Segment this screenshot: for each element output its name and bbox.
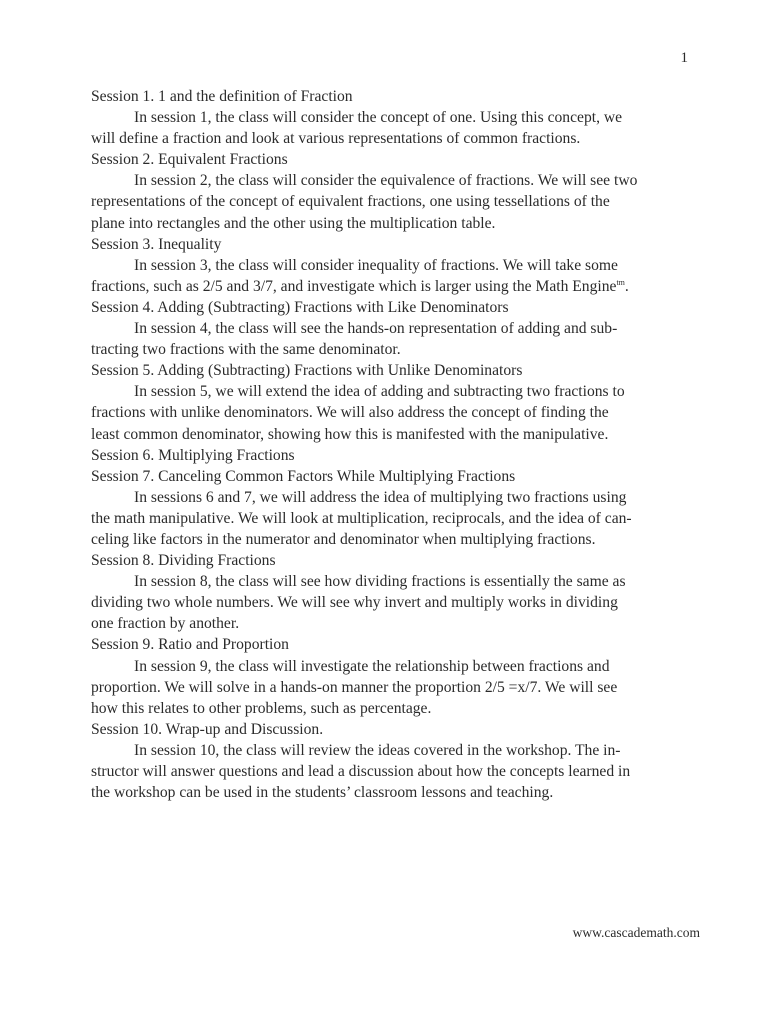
text-line: will define a fraction and look at various representations of common fractions. — [91, 130, 581, 148]
text-line: celing like factors in the numerator and denominator when multiplying fractions. — [91, 530, 596, 548]
text-line: In sessions 6 and 7, we will address the idea of multiplying two fractions using — [134, 488, 627, 506]
text-line: In session 10, the class will review the ideas covered in the workshop. The in- — [134, 741, 621, 759]
session-description — [91, 740, 701, 803]
text-line: representations of the concept of equivalent fractions, one using tessellations of the — [91, 193, 610, 211]
text-line: the workshop can be used in the students’ classroom lessons and teaching. — [91, 784, 554, 802]
session-description — [91, 381, 701, 444]
session-description — [91, 318, 701, 360]
text-line: one fraction by another. — [91, 615, 240, 633]
session-heading: Session 10. Wrap-up and Discussion. — [91, 720, 324, 738]
session-heading: Session 9. Ratio and Proportion — [91, 636, 289, 654]
text-line: In session 8, the class will see how dividing fractions is essentially the same as — [134, 573, 626, 591]
session-description — [91, 487, 701, 550]
session-heading: Session 5. Adding (Subtracting) Fractions with Unlike Denominators — [91, 362, 523, 380]
text-line: fractions with unlike denominators. We will also address the concept of finding the — [91, 404, 609, 422]
text-line: dividing two whole numbers. We will see why invert and multiply works in dividing — [91, 594, 618, 612]
session-heading: Session 2. Equivalent Fractions — [91, 151, 288, 169]
text-line: least common denominator, showing how this is manifested with the manipulative. — [91, 425, 609, 443]
session-9 — [91, 634, 701, 718]
text-line — [91, 276, 701, 297]
text-line: In session 9, the class will investigate the relationship between fractions and — [134, 657, 610, 675]
session-3 — [91, 234, 701, 297]
text-line: proportion. We will solve in a hands-on manner the proportion 2/5 =x/7. We will see — [91, 678, 618, 696]
session-description — [91, 255, 701, 297]
text-line: In session 3, the class will consider inequality of fractions. We will take some — [134, 256, 618, 274]
text-line: In session 2, the class will consider the equivalence of fractions. We will see two — [134, 172, 638, 190]
text-line: plane into rectangles and the other using the multiplication table. — [91, 214, 496, 232]
trademark-mark: tm — [616, 277, 625, 287]
session-description — [91, 170, 701, 233]
text-line: In session 4, the class will see the hands-on representation of adding and sub- — [134, 320, 618, 338]
sentence-period: . — [624, 277, 629, 295]
document-body — [91, 86, 701, 803]
text-line: structor will answer questions and lead a discussion about how the concepts learned in — [91, 763, 631, 780]
session-7 — [91, 466, 701, 550]
session-heading: Session 3. Inequality — [91, 235, 222, 253]
text-line: tracting two fractions with the same denominator. — [91, 341, 401, 359]
session-4 — [91, 297, 701, 360]
session-8 — [91, 550, 701, 634]
session-description — [91, 656, 701, 719]
session-5 — [91, 360, 701, 444]
session-6 — [91, 445, 701, 466]
session-10 — [91, 719, 701, 803]
session-heading: Session 6. Multiplying Fractions — [91, 446, 295, 464]
session-heading: Session 7. Canceling Common Factors While Multiplying Fractions — [91, 467, 516, 485]
session-heading: Session 1. 1 and the definition of Fraction — [91, 88, 353, 105]
text-line: In session 1, the class will consider the concept of one. Using this concept, we — [134, 109, 623, 127]
text-line: how this relates to other problems, such as percentage. — [91, 699, 432, 717]
text-line: In session 5, we will extend the idea of adding and subtracting two fractions to — [134, 383, 625, 401]
text-line: the math manipulative. We will look at multiplication, reciprocals, and the idea of can- — [91, 509, 632, 527]
session-description — [91, 571, 701, 634]
session-2 — [91, 149, 701, 233]
session-description — [91, 107, 701, 149]
footer-website: www.cascademath.com — [572, 925, 700, 940]
text-line-body: fractions, such as 2/5 and 3/7, and investigate which is larger using the Math Engine — [91, 277, 617, 295]
session-heading: Session 8. Dividing Fractions — [91, 552, 276, 570]
session-1 — [91, 86, 701, 149]
session-heading: Session 4. Adding (Subtracting) Fractions with Like Denominators — [91, 298, 509, 316]
page-number: 1 — [680, 50, 688, 66]
